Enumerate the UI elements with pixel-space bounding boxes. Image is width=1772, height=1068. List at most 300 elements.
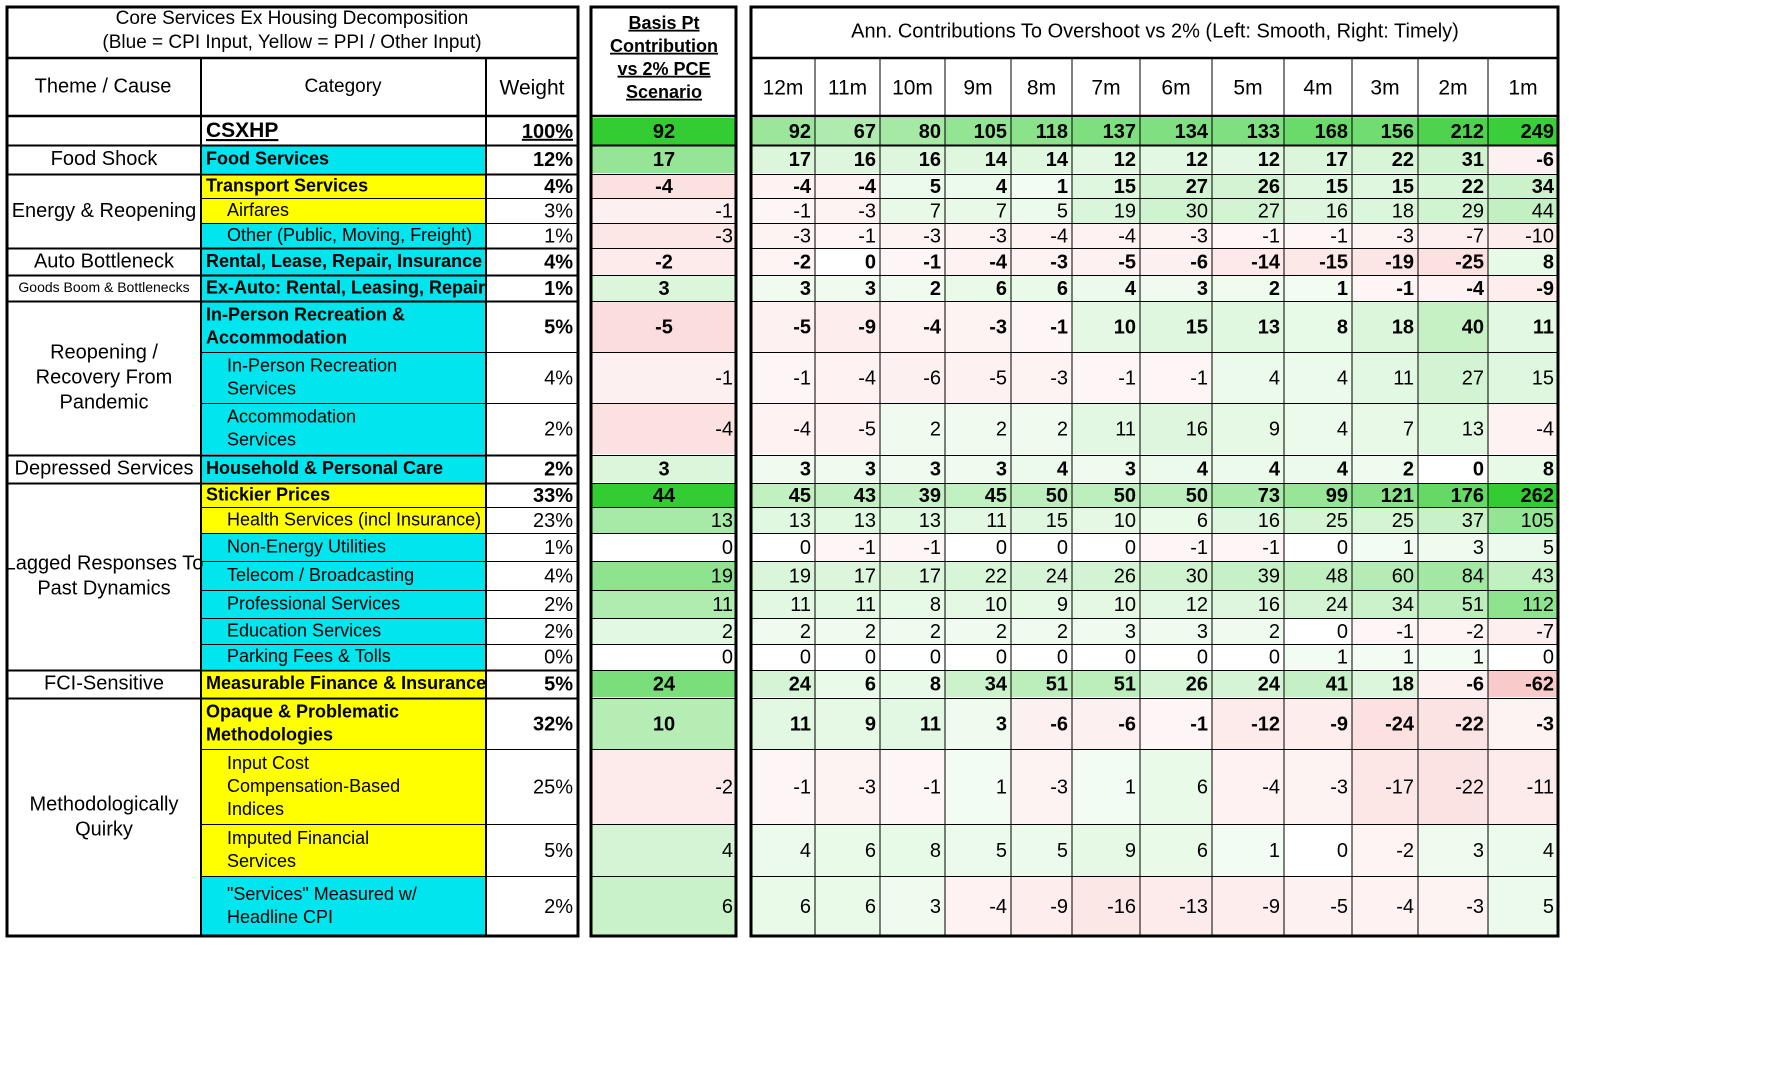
- contribution-value: -3: [1050, 367, 1068, 390]
- contribution-value: 9: [1268, 418, 1280, 441]
- weight-value: 2%: [544, 620, 573, 643]
- contribution-value: -19: [1385, 251, 1414, 274]
- contribution-value: 5: [929, 175, 941, 198]
- contribution-value: 5: [1542, 536, 1554, 559]
- contribution-value: 15: [1531, 367, 1554, 390]
- contribution-value: 11: [1393, 367, 1414, 390]
- contribution-value: -1: [793, 200, 811, 223]
- contribution-value: 80: [918, 120, 941, 143]
- contribution-value: 24: [1257, 673, 1280, 696]
- contribution-value: 12: [1257, 148, 1280, 171]
- contribution-value: 25: [1391, 509, 1414, 532]
- contribution-value: 5: [1056, 839, 1068, 862]
- contribution-value: 8: [929, 673, 941, 696]
- contribution-value: 3: [1196, 620, 1208, 643]
- contribution-value: 31: [1461, 148, 1484, 171]
- category-label: Airfares: [227, 199, 290, 220]
- contribution-value: -3: [1330, 776, 1348, 799]
- contribution-value: 7: [929, 200, 941, 223]
- contribution-value: -7: [1466, 225, 1484, 248]
- contribution-value: 18: [1391, 673, 1414, 696]
- contribution-value: 4: [1336, 367, 1348, 390]
- category-label: Headline CPI: [227, 906, 334, 927]
- contribution-value: -3: [1466, 895, 1484, 918]
- contribution-value: -24: [1385, 713, 1414, 736]
- contribution-value: 10: [1113, 316, 1136, 339]
- contribution-value: -6: [1536, 148, 1554, 171]
- contribution-value: 8: [929, 839, 941, 862]
- contribution-value: 2: [1268, 620, 1280, 643]
- contribution-value: 34: [1531, 175, 1554, 198]
- contribution-value: 0: [799, 646, 811, 669]
- contribution-value: 6: [995, 277, 1007, 300]
- contribution-value: -9: [858, 316, 876, 339]
- theme-label: Past Dynamics: [37, 577, 171, 600]
- contribution-value: 39: [1257, 565, 1280, 588]
- contribution-value: 9: [864, 713, 876, 736]
- contribution-value: 22: [1391, 148, 1414, 171]
- basis-pt-value: 4: [721, 839, 733, 862]
- basis-pt-value: 0: [721, 536, 733, 559]
- contribution-value: 0: [995, 536, 1007, 559]
- contribution-value: 0: [1056, 646, 1068, 669]
- contribution-value: -12: [1251, 713, 1280, 736]
- basis-pt-header: Contribution: [610, 35, 718, 56]
- contribution-value: -1: [923, 536, 941, 559]
- contribution-value: 11: [790, 593, 811, 616]
- contribution-value: -4: [1118, 225, 1136, 248]
- contribution-value: 176: [1450, 484, 1484, 507]
- contribution-value: -3: [1396, 225, 1414, 248]
- contribution-value: 11: [789, 713, 811, 736]
- contribution-value: -4: [1396, 895, 1414, 918]
- month-header-6m: 6m: [1161, 76, 1191, 100]
- basis-pt-header: Basis Pt: [628, 12, 700, 33]
- contribution-value: -4: [1536, 418, 1554, 441]
- contributions-header: Ann. Contributions To Overshoot vs 2% (Left: Smooth, Right: Timely): [851, 20, 1459, 43]
- category-label: Measurable Finance & Insurance: [206, 672, 487, 693]
- weight-value: 3%: [544, 200, 573, 223]
- weight-value: 2%: [544, 593, 573, 616]
- theme-label: Methodologically: [29, 793, 179, 816]
- basis-pt-value: 3: [658, 458, 670, 481]
- category-label: Other (Public, Moving, Freight): [227, 224, 473, 245]
- contribution-value: 112: [1522, 593, 1554, 616]
- contribution-value: -3: [1190, 225, 1208, 248]
- basis-pt-value: 24: [652, 673, 676, 696]
- contribution-value: 11: [919, 713, 941, 736]
- contribution-value: 48: [1325, 565, 1348, 588]
- category-header: Category: [304, 76, 382, 98]
- contribution-value: 22: [984, 565, 1007, 588]
- contribution-value: 11: [1532, 316, 1554, 339]
- contribution-value: -22: [1455, 713, 1484, 736]
- contribution-value: -62: [1525, 673, 1554, 696]
- contribution-value: 51: [1113, 673, 1136, 696]
- contribution-value: 12: [1185, 593, 1208, 616]
- contribution-value: 0: [929, 646, 941, 669]
- contribution-value: 45: [984, 484, 1007, 507]
- weight-value: 1%: [544, 277, 573, 300]
- contribution-value: 3: [1124, 458, 1136, 481]
- month-header-2m: 2m: [1438, 76, 1468, 100]
- basis-pt-value: -5: [655, 316, 673, 339]
- contribution-value: 1: [1336, 277, 1348, 300]
- contribution-value: 4: [1124, 277, 1136, 300]
- weight-value: 5%: [544, 839, 573, 862]
- weight-value: 0%: [544, 646, 573, 669]
- contribution-value: 24: [788, 673, 811, 696]
- contribution-value: 22: [1461, 175, 1484, 198]
- contribution-value: 3: [1196, 277, 1208, 300]
- contribution-value: 17: [1325, 148, 1348, 171]
- basis-pt-cell: [591, 825, 736, 876]
- contribution-value: -1: [858, 225, 876, 248]
- contribution-value: 2: [799, 620, 811, 643]
- contribution-value: 6: [1196, 509, 1208, 532]
- contribution-value: 4: [1336, 458, 1348, 481]
- category-label: Opaque & Problematic: [206, 701, 400, 722]
- theme-label: Recovery From: [35, 366, 173, 389]
- contribution-value: 3: [1124, 620, 1136, 643]
- contribution-value: 11: [986, 509, 1007, 532]
- contribution-value: 14: [984, 148, 1007, 171]
- contribution-value: 18: [1391, 316, 1414, 339]
- contribution-value: 4: [1268, 458, 1280, 481]
- contribution-value: 0: [864, 251, 876, 274]
- contribution-value: -4: [989, 895, 1007, 918]
- contribution-value: 16: [1257, 509, 1280, 532]
- basis-pt-value: -1: [715, 367, 733, 390]
- category-label: Imputed Financial: [227, 827, 370, 848]
- weight-value: 4%: [544, 565, 573, 588]
- contribution-value: 5: [995, 839, 1007, 862]
- weight-value: 23%: [532, 509, 573, 532]
- contribution-value: 2: [929, 418, 941, 441]
- contribution-value: 27: [1185, 175, 1208, 198]
- contribution-value: 0: [799, 536, 811, 559]
- contribution-value: -1: [1118, 367, 1136, 390]
- contribution-value: 6: [864, 673, 876, 696]
- contribution-value: 1: [1268, 839, 1280, 862]
- basis-pt-value: 6: [721, 895, 733, 918]
- contribution-value: 3: [864, 458, 876, 481]
- basis-pt-value: 2: [721, 620, 733, 643]
- contribution-value: -4: [989, 251, 1007, 274]
- contribution-value: 17: [853, 565, 876, 588]
- contribution-value: 9: [1056, 593, 1068, 616]
- contribution-value: -3: [1050, 251, 1068, 274]
- table-subtitle: (Blue = CPI Input, Yellow = PPI / Other Input): [102, 32, 482, 54]
- contribution-value: 3: [929, 895, 941, 918]
- contribution-value: -9: [1262, 895, 1280, 918]
- contribution-value: 0: [1336, 620, 1348, 643]
- contribution-value: -17: [1385, 776, 1414, 799]
- contribution-value: -3: [1050, 776, 1068, 799]
- contribution-value: 0: [1268, 646, 1280, 669]
- contribution-value: -6: [1118, 713, 1136, 736]
- contribution-value: -15: [1319, 251, 1348, 274]
- contribution-value: 0: [1056, 536, 1068, 559]
- contribution-value: 0: [1124, 536, 1136, 559]
- contribution-value: 50: [1185, 484, 1208, 507]
- contribution-value: 37: [1461, 509, 1484, 532]
- contribution-value: 17: [918, 565, 941, 588]
- month-header-4m: 4m: [1303, 76, 1333, 100]
- category-label: In-Person Recreation: [227, 355, 398, 376]
- contribution-value: 2: [1056, 418, 1068, 441]
- contribution-value: -1: [923, 251, 941, 274]
- weight-value: 1%: [544, 536, 573, 559]
- contribution-value: 1: [995, 776, 1007, 799]
- contribution-value: 0: [1472, 458, 1484, 481]
- contribution-value: 51: [1461, 593, 1484, 616]
- contribution-value: 43: [853, 484, 876, 507]
- weight-value: 5%: [544, 316, 573, 339]
- theme-header: Theme / Cause: [34, 75, 172, 98]
- theme-label: Pandemic: [59, 391, 149, 414]
- contribution-value: 10: [984, 593, 1007, 616]
- contribution-value: 1: [1056, 175, 1068, 198]
- theme-label: Food Shock: [50, 147, 158, 170]
- contribution-value: 73: [1257, 484, 1280, 507]
- basis-pt-cell: [591, 534, 736, 561]
- weight-value: 32%: [532, 713, 573, 736]
- contribution-value: 3: [995, 458, 1007, 481]
- weight-value: 33%: [532, 484, 573, 507]
- contribution-value: -9: [1330, 713, 1348, 736]
- contribution-value: 3: [1472, 839, 1484, 862]
- contribution-value: 8: [929, 593, 941, 616]
- contribution-value: -3: [989, 225, 1007, 248]
- contribution-value: -4: [1262, 776, 1280, 799]
- month-header-1m: 1m: [1508, 76, 1538, 100]
- category-label: Non-Energy Utilities: [227, 536, 387, 557]
- contribution-value: -1: [858, 536, 876, 559]
- contribution-value: -5: [1118, 251, 1136, 274]
- contribution-value: -7: [1536, 620, 1554, 643]
- category-label: Education Services: [227, 620, 382, 641]
- contribution-value: 3: [929, 458, 941, 481]
- contribution-value: 27: [1257, 200, 1280, 223]
- contribution-value: -4: [858, 175, 876, 198]
- contribution-value: -1: [1396, 620, 1414, 643]
- contribution-value: 51: [1045, 673, 1068, 696]
- basis-pt-value: -4: [655, 175, 673, 198]
- contribution-value: -4: [793, 175, 811, 198]
- weight-header: Weight: [499, 76, 565, 100]
- contribution-value: 10: [1113, 509, 1136, 532]
- contribution-value: 99: [1325, 484, 1348, 507]
- contribution-value: -2: [1396, 839, 1414, 862]
- contribution-value: 16: [1325, 200, 1348, 223]
- contribution-value: 19: [1113, 200, 1136, 223]
- theme-label: Auto Bottleneck: [33, 250, 175, 273]
- contribution-value: 10: [1113, 593, 1136, 616]
- contribution-value: 6: [1056, 277, 1068, 300]
- category-label: Household & Personal Care: [206, 457, 444, 478]
- contribution-value: 3: [799, 458, 811, 481]
- contribution-value: 0: [1196, 646, 1208, 669]
- contribution-value: 84: [1461, 565, 1484, 588]
- contribution-value: 6: [799, 895, 811, 918]
- contribution-value: 92: [788, 120, 811, 143]
- contribution-value: 43: [1531, 565, 1554, 588]
- contribution-value: 13: [853, 509, 876, 532]
- contribution-value: 24: [1325, 593, 1348, 616]
- category-label: CSXHP: [206, 119, 279, 143]
- contribution-value: 1: [1402, 536, 1414, 559]
- contribution-value: -2: [793, 251, 811, 274]
- contribution-value: 34: [984, 673, 1007, 696]
- contribution-value: 4: [1542, 839, 1554, 862]
- contribution-value: 2: [929, 277, 941, 300]
- contribution-value: 11: [855, 593, 876, 616]
- contribution-value: 8: [1542, 251, 1554, 274]
- contribution-value: 249: [1520, 120, 1554, 143]
- month-header-3m: 3m: [1370, 76, 1400, 100]
- contribution-value: 13: [788, 509, 811, 532]
- contribution-value: 0: [1336, 839, 1348, 862]
- category-label: Stickier Prices: [206, 484, 331, 505]
- contribution-value: 16: [1185, 418, 1208, 441]
- contribution-value: -5: [989, 367, 1007, 390]
- basis-pt-value: -1: [715, 200, 733, 223]
- category-label: Input Cost: [227, 752, 310, 773]
- contribution-value: 26: [1113, 565, 1136, 588]
- contribution-value: -1: [793, 367, 811, 390]
- contribution-value: 3: [864, 277, 876, 300]
- contribution-value: 11: [1115, 418, 1136, 441]
- contribution-value: 15: [1391, 175, 1414, 198]
- category-label: Accommodation: [227, 406, 357, 427]
- category-label: Ex-Auto: Rental, Leasing, Repair: [206, 277, 486, 298]
- contribution-value: 0: [1336, 536, 1348, 559]
- contribution-value: 39: [918, 484, 941, 507]
- contribution-value: -3: [1536, 713, 1554, 736]
- contribution-value: 44: [1531, 200, 1554, 223]
- contribution-value: 30: [1185, 565, 1208, 588]
- contribution-value: 6: [864, 839, 876, 862]
- month-header-10m: 10m: [892, 76, 933, 100]
- month-header-11m: 11m: [827, 76, 868, 100]
- contribution-value: 50: [1045, 484, 1068, 507]
- contribution-value: 7: [1402, 418, 1414, 441]
- basis-pt-value: -2: [715, 776, 733, 799]
- contribution-value: 1: [1124, 776, 1136, 799]
- contribution-value: 8: [1542, 458, 1554, 481]
- contribution-value: 8: [1336, 316, 1348, 339]
- contribution-value: -3: [793, 225, 811, 248]
- basis-pt-value: -4: [715, 418, 733, 441]
- theme-label: Energy & Reopening: [11, 199, 197, 222]
- category-label: Compensation-Based: [227, 775, 401, 796]
- contribution-value: 45: [788, 484, 811, 507]
- contribution-value: 0: [995, 646, 1007, 669]
- contribution-value: 67: [853, 120, 876, 143]
- basis-pt-value: 10: [652, 713, 676, 736]
- category-label: Parking Fees & Tolls: [227, 645, 391, 666]
- contribution-value: 41: [1325, 673, 1348, 696]
- contribution-value: 16: [1257, 593, 1280, 616]
- contribution-value: 2: [1268, 277, 1280, 300]
- contribution-value: -6: [1190, 251, 1208, 274]
- contribution-value: 26: [1185, 673, 1208, 696]
- contribution-value: 40: [1461, 316, 1484, 339]
- contribution-value: -1: [1050, 316, 1068, 339]
- month-header-9m: 9m: [963, 76, 993, 100]
- contribution-value: -6: [1050, 713, 1068, 736]
- contribution-value: 2: [995, 418, 1007, 441]
- contribution-value: -1: [1262, 225, 1280, 248]
- weight-value: 2%: [544, 418, 573, 441]
- contribution-value: 134: [1174, 120, 1208, 143]
- contribution-value: 2: [864, 620, 876, 643]
- contribution-value: 5: [1056, 200, 1068, 223]
- weight-value: 4%: [544, 251, 573, 274]
- contribution-value: -3: [989, 316, 1007, 339]
- contribution-value: 6: [864, 895, 876, 918]
- contribution-value: 24: [1045, 565, 1068, 588]
- contribution-value: -4: [923, 316, 941, 339]
- category-label: Food Services: [206, 148, 330, 169]
- basis-pt-value: -2: [655, 251, 673, 274]
- contribution-value: 9: [1124, 839, 1136, 862]
- contribution-value: 4: [1336, 418, 1348, 441]
- contribution-value: -4: [1050, 225, 1068, 248]
- contribution-value: -4: [793, 418, 811, 441]
- contribution-value: -5: [858, 418, 876, 441]
- contribution-value: -1: [1330, 225, 1348, 248]
- contribution-value: -6: [923, 367, 941, 390]
- contribution-value: -4: [1466, 277, 1484, 300]
- contribution-value: 105: [973, 120, 1007, 143]
- contribution-value: 26: [1257, 175, 1280, 198]
- contribution-value: 7: [995, 200, 1007, 223]
- theme-label: Lagged Responses To: [4, 552, 204, 575]
- contribution-value: 137: [1102, 120, 1136, 143]
- contribution-value: 133: [1246, 120, 1280, 143]
- contribution-value: -22: [1455, 776, 1484, 799]
- contribution-value: 19: [788, 565, 811, 588]
- contribution-value: 3: [1472, 536, 1484, 559]
- contribution-value: -1: [1190, 367, 1208, 390]
- month-header-7m: 7m: [1091, 76, 1121, 100]
- contribution-value: 30: [1185, 200, 1208, 223]
- category-label: Indices: [227, 798, 285, 819]
- contribution-value: -1: [923, 776, 941, 799]
- basis-pt-value: 17: [652, 148, 676, 171]
- basis-pt-cell: [591, 645, 736, 669]
- theme-label: Reopening /: [50, 341, 158, 364]
- contribution-value: 16: [853, 148, 876, 171]
- contribution-value: 4: [799, 839, 811, 862]
- contribution-value: -3: [858, 776, 876, 799]
- basis-pt-value: -3: [715, 225, 733, 248]
- category-label: Professional Services: [227, 593, 401, 614]
- category-label: Services: [227, 429, 297, 450]
- weight-value: 4%: [544, 175, 573, 198]
- contribution-value: 60: [1391, 565, 1414, 588]
- contribution-value: -9: [1536, 277, 1554, 300]
- basis-pt-header: vs 2% PCE: [617, 58, 711, 79]
- contribution-value: 121: [1380, 484, 1414, 507]
- contribution-value: 13: [918, 509, 941, 532]
- contribution-value: 2: [929, 620, 941, 643]
- contribution-value: 14: [1045, 148, 1068, 171]
- contribution-value: -1: [1262, 536, 1280, 559]
- contribution-value: -1: [1190, 713, 1208, 736]
